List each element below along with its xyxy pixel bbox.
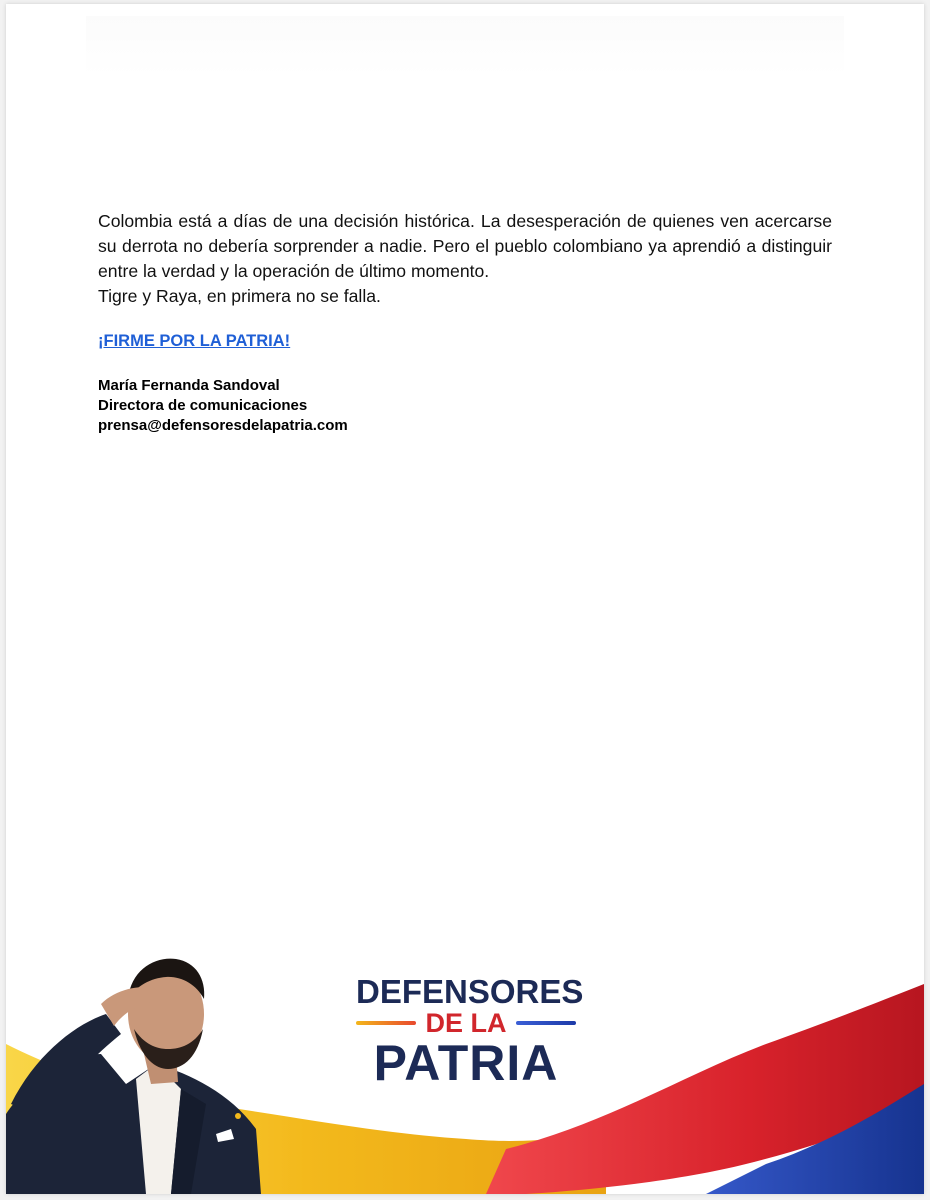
defensores-logo: [356, 973, 584, 1091]
saluting-man-photo: [6, 944, 276, 1194]
footer-banner: [6, 934, 924, 1194]
logo-line1: DEFENSORES: [356, 973, 584, 1010]
logo-bar-right: [516, 1021, 576, 1025]
signature-block: [98, 376, 348, 436]
header-fade: [86, 16, 844, 76]
signature-name: María Fernanda Sandoval: [98, 377, 280, 394]
document-page: [6, 4, 924, 1194]
body-paragraph: Colombia está a días de una decisión histórica. La desesperación de quienes ven acercarse su derrota no debería sorprender a nadie. Pero el pueblo colombiano ya aprendió a distinguir entre la verdad y la operación de último momento.: [98, 211, 832, 281]
logo-line2: DE LA: [425, 1008, 507, 1038]
sign-link[interactable]: ¡FIRME POR LA PATRIA!: [98, 332, 291, 350]
signature-title: Directora de comunicaciones: [98, 397, 308, 414]
signature-email[interactable]: prensa@defensoresdelapatria.com: [98, 417, 348, 434]
closing-line: Tigre y Raya, en primera no se falla.: [98, 286, 381, 306]
logo-bar-left: [356, 1021, 416, 1025]
logo-line3: PATRIA: [373, 1035, 559, 1091]
